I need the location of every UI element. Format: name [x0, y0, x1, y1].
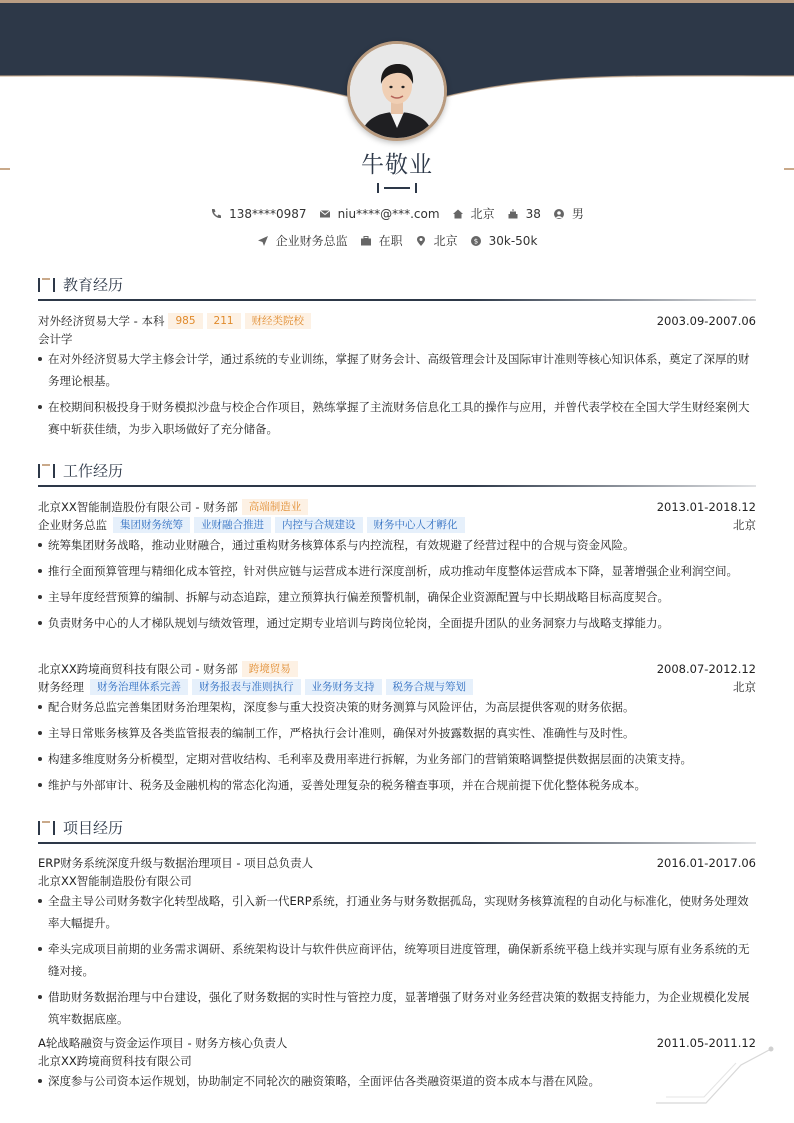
skill-tag: 业务财务支持: [305, 679, 382, 695]
project-date: 2011.05-2011.12: [656, 1036, 756, 1050]
list-item: 全盘主导公司财务数字化转型战略，引入新一代ERP系统，打通业务与财务数据孤岛，实现财务核算流程的自动化与标准化，使财务处理效率大幅提升。: [38, 890, 756, 934]
projects-section-title: [38, 815, 756, 845]
target-city-item: [415, 232, 458, 249]
section-label: 工作经历: [63, 462, 124, 480]
skill-tag: 财务中心人才孵化: [367, 517, 465, 533]
education-section-title: [38, 272, 756, 302]
major-text: 会计学: [38, 332, 73, 346]
location-pin-icon: [415, 235, 427, 247]
phone-icon: [210, 208, 222, 220]
candidate-name: 牛敬业: [361, 152, 433, 178]
job-2-bullets: [38, 696, 756, 800]
job-intent-row: [0, 232, 794, 249]
project-1-company: [38, 873, 756, 889]
section-marker-icon: [38, 821, 56, 835]
send-icon: [257, 235, 269, 247]
list-item: 借助财务数据治理与中台建设，强化了财务数据的实时性与管控力度，显著增强了财务对业务经营决策的数据支持能力，为企业规模化发展筑牢数据底座。: [38, 986, 756, 1030]
age-text: 38: [525, 206, 541, 221]
job-2-head: [38, 660, 756, 678]
project-2-head: [38, 1034, 756, 1052]
section-rule: [38, 842, 756, 844]
project-company: 北京XX智能制造股份有限公司: [38, 874, 192, 888]
section-rule: [38, 485, 756, 487]
project-company: 北京XX跨境商贸科技有限公司: [38, 1054, 192, 1068]
job-1-subline: [38, 517, 756, 533]
job-1-head: [38, 498, 756, 516]
email-text: niu****@***.com: [337, 206, 440, 221]
education-entry-head: [38, 312, 756, 330]
tag-985: 985: [168, 313, 202, 329]
job-city: 北京: [733, 680, 756, 694]
list-item: 牵头完成项目前期的业务需求调研、系统架构设计与软件供应商评估，统筹项目进度管理，确保新系统平稳上线并实现与原有业务系统的无缝对接。: [38, 938, 756, 982]
target-city-text: 北京: [433, 234, 458, 248]
list-item: 深度参与公司资本运作规划，协助制定不同轮次的融资策略，全面评估各类融资渠道的资本成本与潜在风险。: [38, 1070, 756, 1092]
section-marker-icon: [38, 464, 56, 478]
coin-icon: [470, 235, 482, 247]
svg-text:$: $: [473, 237, 478, 245]
position-text: 财务经理: [38, 680, 84, 694]
briefcase-icon: [360, 235, 372, 247]
list-item: 在校期间积极投身于财务模拟沙盘与校企合作项目，熟练掌握了主流财务信息化工具的操作与应用，并曾代表学校在全国大学生财经案例大赛中斩获佳绩，为步入职场做好了充分储备。: [38, 396, 756, 440]
birthday-cake-icon: [507, 208, 519, 220]
phone-text: 138****0987: [229, 206, 307, 221]
status-item: [360, 232, 403, 249]
education-bullets: [38, 348, 756, 444]
target-position-item: [257, 232, 348, 249]
location-item: [452, 205, 495, 222]
position-text: 企业财务总监: [38, 518, 107, 532]
project-date: 2016.01-2017.06: [656, 856, 756, 870]
industry-tag: 高端制造业: [242, 499, 309, 515]
skill-tag: 业财融合推进: [194, 517, 271, 533]
job-1-bullets: [38, 534, 756, 638]
job-city: 北京: [733, 518, 756, 532]
list-item: 构建多维度财务分析模型，定期对营收结构、毛利率及费用率进行拆解，为业务部门的营销策略调整提供数据层面的决策支持。: [38, 748, 756, 770]
list-item: 维护与外部审计、税务及金融机构的常态化沟通，妥善处理复杂的税务稽查事项，并在合规前提下优化整体税务成本。: [38, 774, 756, 796]
skill-tag: 集团财务统筹: [113, 517, 190, 533]
list-item: 统筹集团财务战略，推动业财融合，通过重构财务核算体系与内控流程，有效规避了经营过程中的合规与资金风险。: [38, 534, 756, 556]
age-item: [507, 207, 541, 221]
target-position-text: 企业财务总监: [275, 234, 348, 248]
company-name: 北京XX跨境商贸科技有限公司 - 财务部: [38, 662, 238, 676]
contact-row: [0, 205, 794, 222]
name-divider: [375, 182, 419, 194]
home-icon: [452, 208, 464, 220]
project-name: A轮战略融资与资金运作项目 - 财务方核心负责人: [38, 1036, 288, 1050]
list-item: 推行全面预算管理与精细化成本管控，针对供应链与运营成本进行深度剖析，成功推动年度整体运营成本下降，显著增强企业利润空间。: [38, 560, 756, 582]
gender-icon: [553, 208, 565, 220]
section-label: 项目经历: [63, 819, 124, 837]
tag-finance-school: 财经类院校: [245, 313, 312, 329]
list-item: 负责财务中心的人才梯队规划与绩效管理，通过定期专业培训与跨岗位轮岗，全面提升团队的业务洞察力与战略支撑能力。: [38, 612, 756, 634]
corner-decoration: [656, 1045, 776, 1105]
tag-211: 211: [207, 313, 241, 329]
list-item: 在对外经济贸易大学主修会计学，通过系统的专业训练，掌握了财务会计、高级管理会计及国际审计准则等核心知识体系，奠定了深厚的财务理论根基。: [38, 348, 756, 392]
gender-text: 男: [571, 207, 584, 221]
list-item: 配合财务总监完善集团财务治理架构，深度参与重大投资决策的财务测算与风险评估，为高层提供客观的财务依据。: [38, 696, 756, 718]
project-2-company: [38, 1053, 756, 1069]
job-2-subline: [38, 679, 756, 695]
salary-item: [470, 234, 538, 248]
school-name: 对外经济贸易大学 - 本科: [38, 314, 165, 328]
skill-tag: 税务合规与筹划: [386, 679, 474, 695]
project-2-bullets: [38, 1070, 756, 1096]
project-1-head: [38, 854, 756, 872]
job-date: 2008.07-2012.12: [656, 662, 756, 676]
skill-tag: 内控与合规建设: [275, 517, 363, 533]
work-section-title: [38, 458, 756, 488]
phone-item: [210, 207, 306, 221]
list-item: 主导年度经营预算的编制、拆解与动态追踪，建立预算执行偏差预警机制，确保企业资源配置与中长期战略目标高度契合。: [38, 586, 756, 608]
location-text: 北京: [470, 207, 495, 221]
section-marker-icon: [38, 278, 56, 292]
section-label: 教育经历: [63, 276, 124, 294]
salary-text: 30k-50k: [488, 233, 538, 248]
skill-tag: 财务治理体系完善: [90, 679, 188, 695]
gender-item: [553, 205, 584, 222]
education-major: [38, 331, 756, 347]
email-item: [319, 207, 440, 221]
job-date: 2013.01-2018.12: [656, 500, 756, 514]
list-item: 主导日常账务核算及各类监管报表的编制工作，严格执行会计准则，确保对外披露数据的真实性、准确性与及时性。: [38, 722, 756, 744]
status-text: 在职: [378, 234, 403, 248]
education-date: 2003.09-2007.06: [656, 314, 756, 328]
section-rule: [38, 299, 756, 301]
company-name: 北京XX智能制造股份有限公司 - 财务部: [38, 500, 238, 514]
avatar: [347, 41, 447, 141]
mail-icon: [319, 208, 331, 220]
project-1-bullets: [38, 890, 756, 1034]
skill-tag: 财务报表与准则执行: [192, 679, 301, 695]
industry-tag: 跨境贸易: [242, 661, 298, 677]
project-name: ERP财务系统深度升级与数据治理项目 - 项目总负责人: [38, 856, 314, 870]
